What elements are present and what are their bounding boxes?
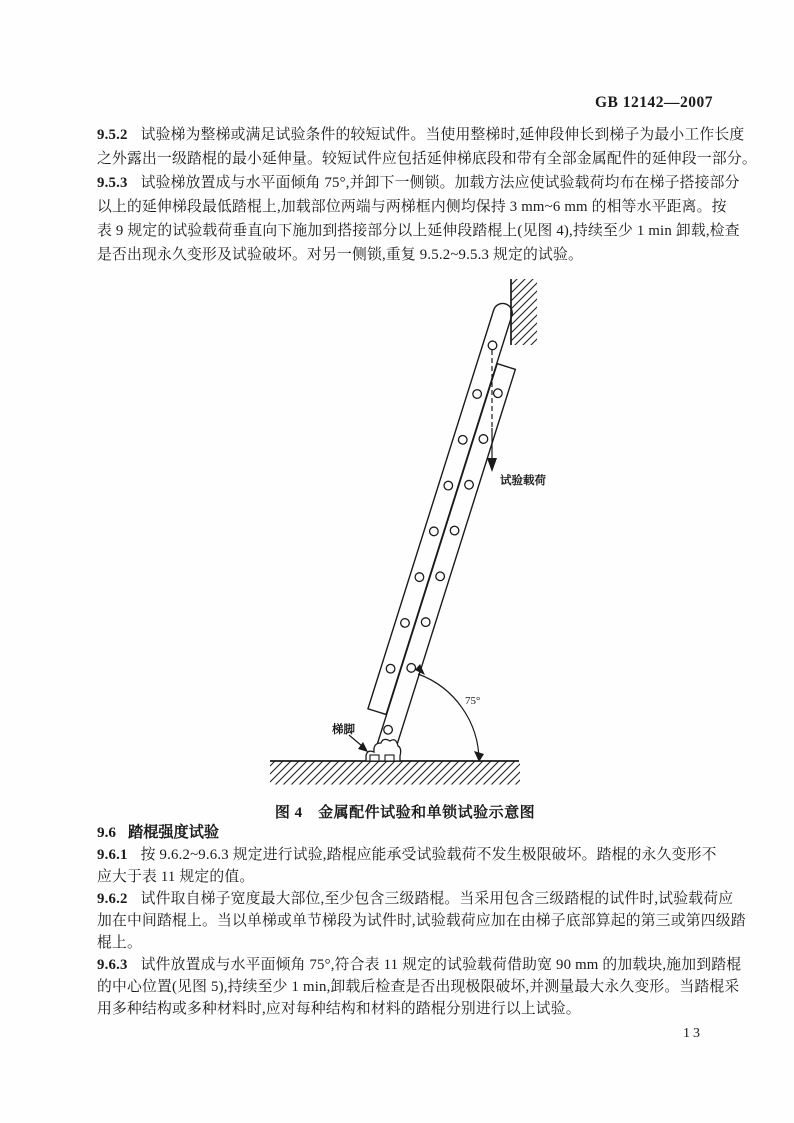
line-text: 用多种结构或多种材料时,应对每种结构和材料的踏棍分别进行以上试验。 — [97, 1001, 581, 1017]
line-text: 按 9.6.2~9.6.3 规定进行试验,踏棍应能承受试验载荷不发生极限破坏。踏棍的永久变形不 — [140, 847, 717, 863]
text-line — [97, 888, 757, 910]
line-text: 是否出现永久变形及试验破坏。对另一侧锁,重复 9.5.2~9.5.3 规定的试验。 — [97, 247, 584, 263]
clause-number: 9.6.1 — [97, 847, 128, 863]
extension-ladder — [358, 301, 533, 751]
ladder-foot — [366, 739, 401, 761]
page-number: 13 — [683, 1026, 703, 1041]
text-line — [97, 844, 757, 866]
figure-caption: 图 4 金属配件试验和单锁试验示意图 — [274, 805, 536, 821]
text-line — [97, 147, 757, 171]
line-text: 试件放置成与水平面倾角 75°,符合表 11 规定的试验载荷借助宽 90 mm 的加载块,施加到踏棍 — [140, 957, 742, 973]
line-text: 加在中间踏棍上。当以单梯或单节梯段为试件时,试验载荷应加在由梯子底部算起的第三或第四级踏 — [97, 913, 746, 929]
rung-holes-base — [383, 387, 504, 736]
paragraph-block-9-6 — [97, 844, 757, 1020]
line-text: 的中心位置(见图 5),持续至少 1 min,卸载后检查是否出现极限破坏,并测量最大永久变形。当踏棍采 — [97, 979, 740, 995]
foot-pointer-arrow — [349, 735, 368, 752]
line-text: 表 9 规定的试验载荷垂直向下施加到搭接部分以上延伸段踏棍上(见图 4),持续至少 1 min 卸载,检查 — [97, 223, 740, 239]
text-line — [97, 932, 757, 954]
line-text: 试件取自梯子宽度最大部位,至少包含三级踏棍。当采用包含三级踏棍的试件时,试验载荷应 — [140, 891, 734, 907]
angle-arc — [415, 664, 484, 762]
ladder-base-section — [377, 364, 515, 751]
text-line — [97, 866, 757, 888]
line-text: 应大于表 11 规定的值。 — [97, 869, 255, 885]
ladder-fly-section — [368, 301, 515, 714]
line-text: 试验梯放置成与水平面倾角 75°,并卸下一侧锁。加载方法应使试验载荷均布在梯子搭接部分 — [140, 175, 740, 191]
clause-number: 9.5.2 — [97, 127, 128, 143]
text-line — [97, 195, 757, 219]
text-line — [97, 243, 757, 267]
line-text: 试验梯为整梯或满足试验条件的较短试件。当使用整梯时,延伸段伸长到梯子为最小工作长度 — [140, 127, 745, 143]
clause-number: 9.6 — [97, 824, 116, 841]
text-line — [97, 976, 757, 998]
text-line — [97, 998, 757, 1020]
load-label: 试验载荷 — [500, 475, 546, 487]
text-line — [97, 910, 757, 932]
line-text: 棍上。 — [97, 935, 142, 951]
rung-holes-fly — [385, 340, 498, 674]
text-line — [97, 954, 757, 976]
ground-hatch — [270, 761, 520, 785]
foot-label: 梯脚 — [332, 724, 355, 736]
text-line — [97, 219, 757, 243]
line-text: 以上的延伸梯段最低踏棍上,加载部位两端与两梯框内侧均保持 3 mm~6 mm 的相等水平距离。按 — [97, 199, 727, 215]
text-line — [97, 171, 757, 195]
heading-text: 踏棍强度试验 — [127, 824, 220, 841]
wall-hatch — [511, 279, 537, 345]
clause-number: 9.6.3 — [97, 957, 128, 973]
paragraph-block-9-5 — [97, 123, 757, 267]
angle-label: 75° — [465, 695, 481, 707]
clause-number: 9.5.3 — [97, 175, 128, 191]
line-text: 之外露出一级踏棍的最小延伸量。较短试件应包括延伸梯底段和带有全部金属配件的延伸段一部分。 — [97, 151, 757, 167]
clause-number: 9.6.2 — [97, 891, 128, 907]
figure-4-diagram — [270, 278, 560, 790]
section-heading-9-6 — [97, 821, 219, 842]
text-line — [97, 123, 757, 147]
standard-number: GB 12142—2007 — [594, 94, 713, 111]
